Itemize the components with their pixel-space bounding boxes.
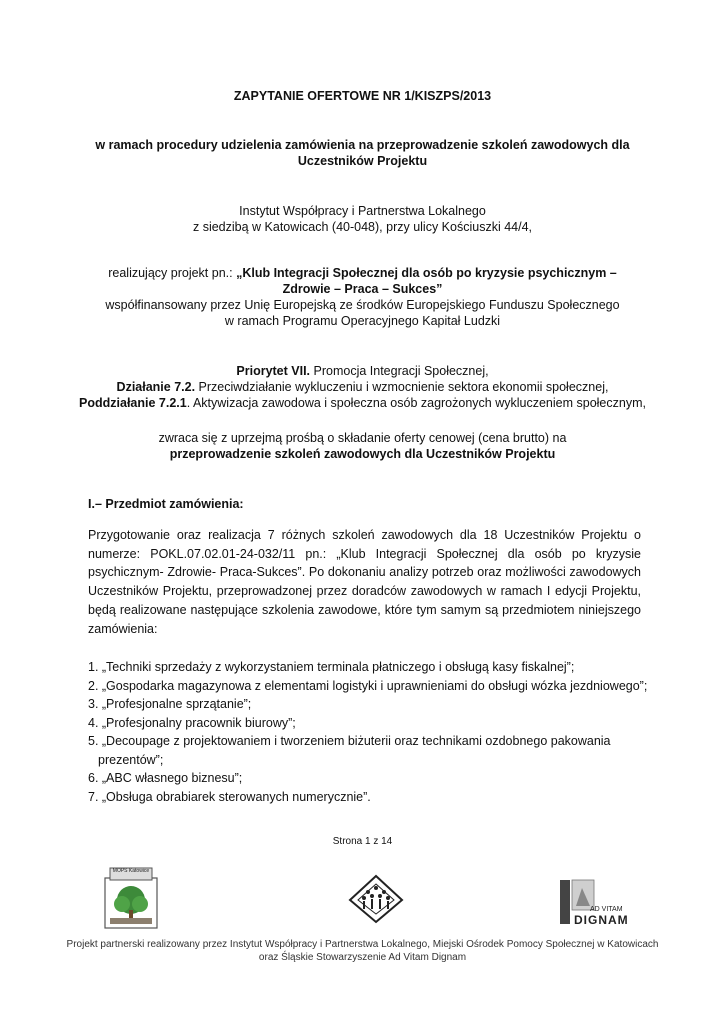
section-heading: I.– Przedmiot zamówienia: bbox=[88, 497, 244, 511]
list-item: 3. „Profesjonalne sprzątanie”; bbox=[88, 697, 252, 711]
subtitle-line-1: w ramach procedury udzielenia zamówienia na przeprowadzenie szkoleń zawodowych dla bbox=[95, 138, 630, 152]
priority-block bbox=[0, 363, 725, 411]
document-title: ZAPYTANIE OFERTOWE NR 1/KISZPS/2013 bbox=[233, 89, 492, 103]
measure-label: Działanie 7.2. bbox=[116, 380, 196, 394]
page-number: Strona 1 z 14 bbox=[332, 836, 393, 847]
list-item: 5. „Decoupage z projektowaniem i tworzeniem biżuterii oraz technikami ozdobnego pakowania bbox=[88, 734, 611, 748]
submeasure-text: . Aktywizacja zawodowa i społeczna osób zagrożonych wykluczeniem społecznym, bbox=[186, 396, 646, 410]
ad-vitam-dignam-logo bbox=[560, 876, 630, 930]
footer-line-1: Projekt partnerski realizowany przez Instytut Współpracy i Partnerstwa Lokalnego, Miejski Ośrodek Pomocy Społecznej w Katowicach bbox=[66, 939, 659, 950]
document-subtitle bbox=[0, 137, 725, 169]
request-line-2: przeprowadzenie szkoleń zawodowych dla Uczestników Projektu bbox=[169, 447, 556, 461]
project-prefix: realizujący projekt pn.: bbox=[108, 266, 237, 280]
priority-text: Promocja Integracji Społecznej, bbox=[310, 364, 489, 378]
cofinancing-line-2: w ramach Programu Operacyjnego Kapitał Ludzki bbox=[224, 314, 501, 328]
list-item-continuation: prezentów”; bbox=[98, 752, 164, 767]
list-item: 1. „Techniki sprzedaży z wykorzystaniem terminala płatniczego i obsługą kasy fiskalnej”; bbox=[88, 660, 575, 674]
mops-logo bbox=[102, 866, 160, 930]
footer bbox=[0, 938, 725, 964]
request-line-1: zwraca się z uprzejmą prośbą o składanie oferty cenowej (cena brutto) na bbox=[158, 431, 567, 445]
subtitle-line-2: Uczestników Projektu bbox=[297, 154, 428, 168]
submeasure-label: Poddziałanie 7.2.1 bbox=[79, 396, 187, 410]
list-item: 4. „Profesjonalny pracownik biurowy”; bbox=[88, 715, 296, 730]
footer-line-2: oraz Śląskie Stowarzyszenie Ad Vitam Dignam bbox=[258, 952, 467, 963]
dignam-text: DIGNAM bbox=[574, 913, 629, 927]
institution-address: z siedzibą w Katowicach (40-048), przy ulicy Kościuszki 44/4, bbox=[192, 220, 533, 234]
list-item: 6. „ABC własnego biznesu”; bbox=[88, 771, 243, 785]
center-logo-icon bbox=[348, 874, 404, 924]
mops-logo-text: MOPS Katowice bbox=[112, 868, 150, 874]
priority-label: Priorytet VII. bbox=[236, 364, 311, 378]
project-name-line-2: Zdrowie – Praca – Sukces” bbox=[282, 282, 443, 296]
list-item: 7. „Obsługa obrabiarek sterowanych numerycznie”. bbox=[88, 789, 371, 804]
list-item: 2. „Gospodarka magazynowa z elementami logistyki i uprawnieniami do obsługi wózka jezdniowego”; bbox=[88, 678, 648, 693]
request-block bbox=[0, 430, 725, 462]
project-name-line-1: „Klub Integracji Społecznej dla osób po kryzysie psychicznym – bbox=[236, 266, 617, 280]
training-list bbox=[88, 658, 648, 806]
ad-vitam-text: AD VITAM bbox=[590, 906, 623, 913]
section-paragraph: Przygotowanie oraz realizacja 7 różnych szkoleń zawodowych dla 18 Uczestników Projektu o numerze: POKL.07.02.01-24-032/11 pn.: „Klub Integracji Społecznej dla osób po kryzysie psychicznym- Zdrowie- Praca-Sukces”. Po dokonaniu analizy potrzeb oraz możliwości zawodowych Uczestników Projektu, przeprowadzonej przez doradców zawodowych w ramach I edycji Projektu, będą realizowane następujące szkolenia zawodowe, które tym samym są przedmiotem niniejszego zamówienia: bbox=[88, 528, 641, 636]
cofinancing-line-1: współfinansowany przez Unię Europejską ze środków Europejskiego Funduszu Społecznego bbox=[105, 298, 620, 312]
measure-text: Przeciwdziałanie wykluczeniu i wzmocnienie sektora ekonomii społecznej, bbox=[195, 380, 609, 394]
institution-name: Instytut Współpracy i Partnerstwa Lokalnego bbox=[239, 204, 486, 218]
project-block bbox=[0, 265, 725, 329]
institution-block bbox=[0, 203, 725, 235]
